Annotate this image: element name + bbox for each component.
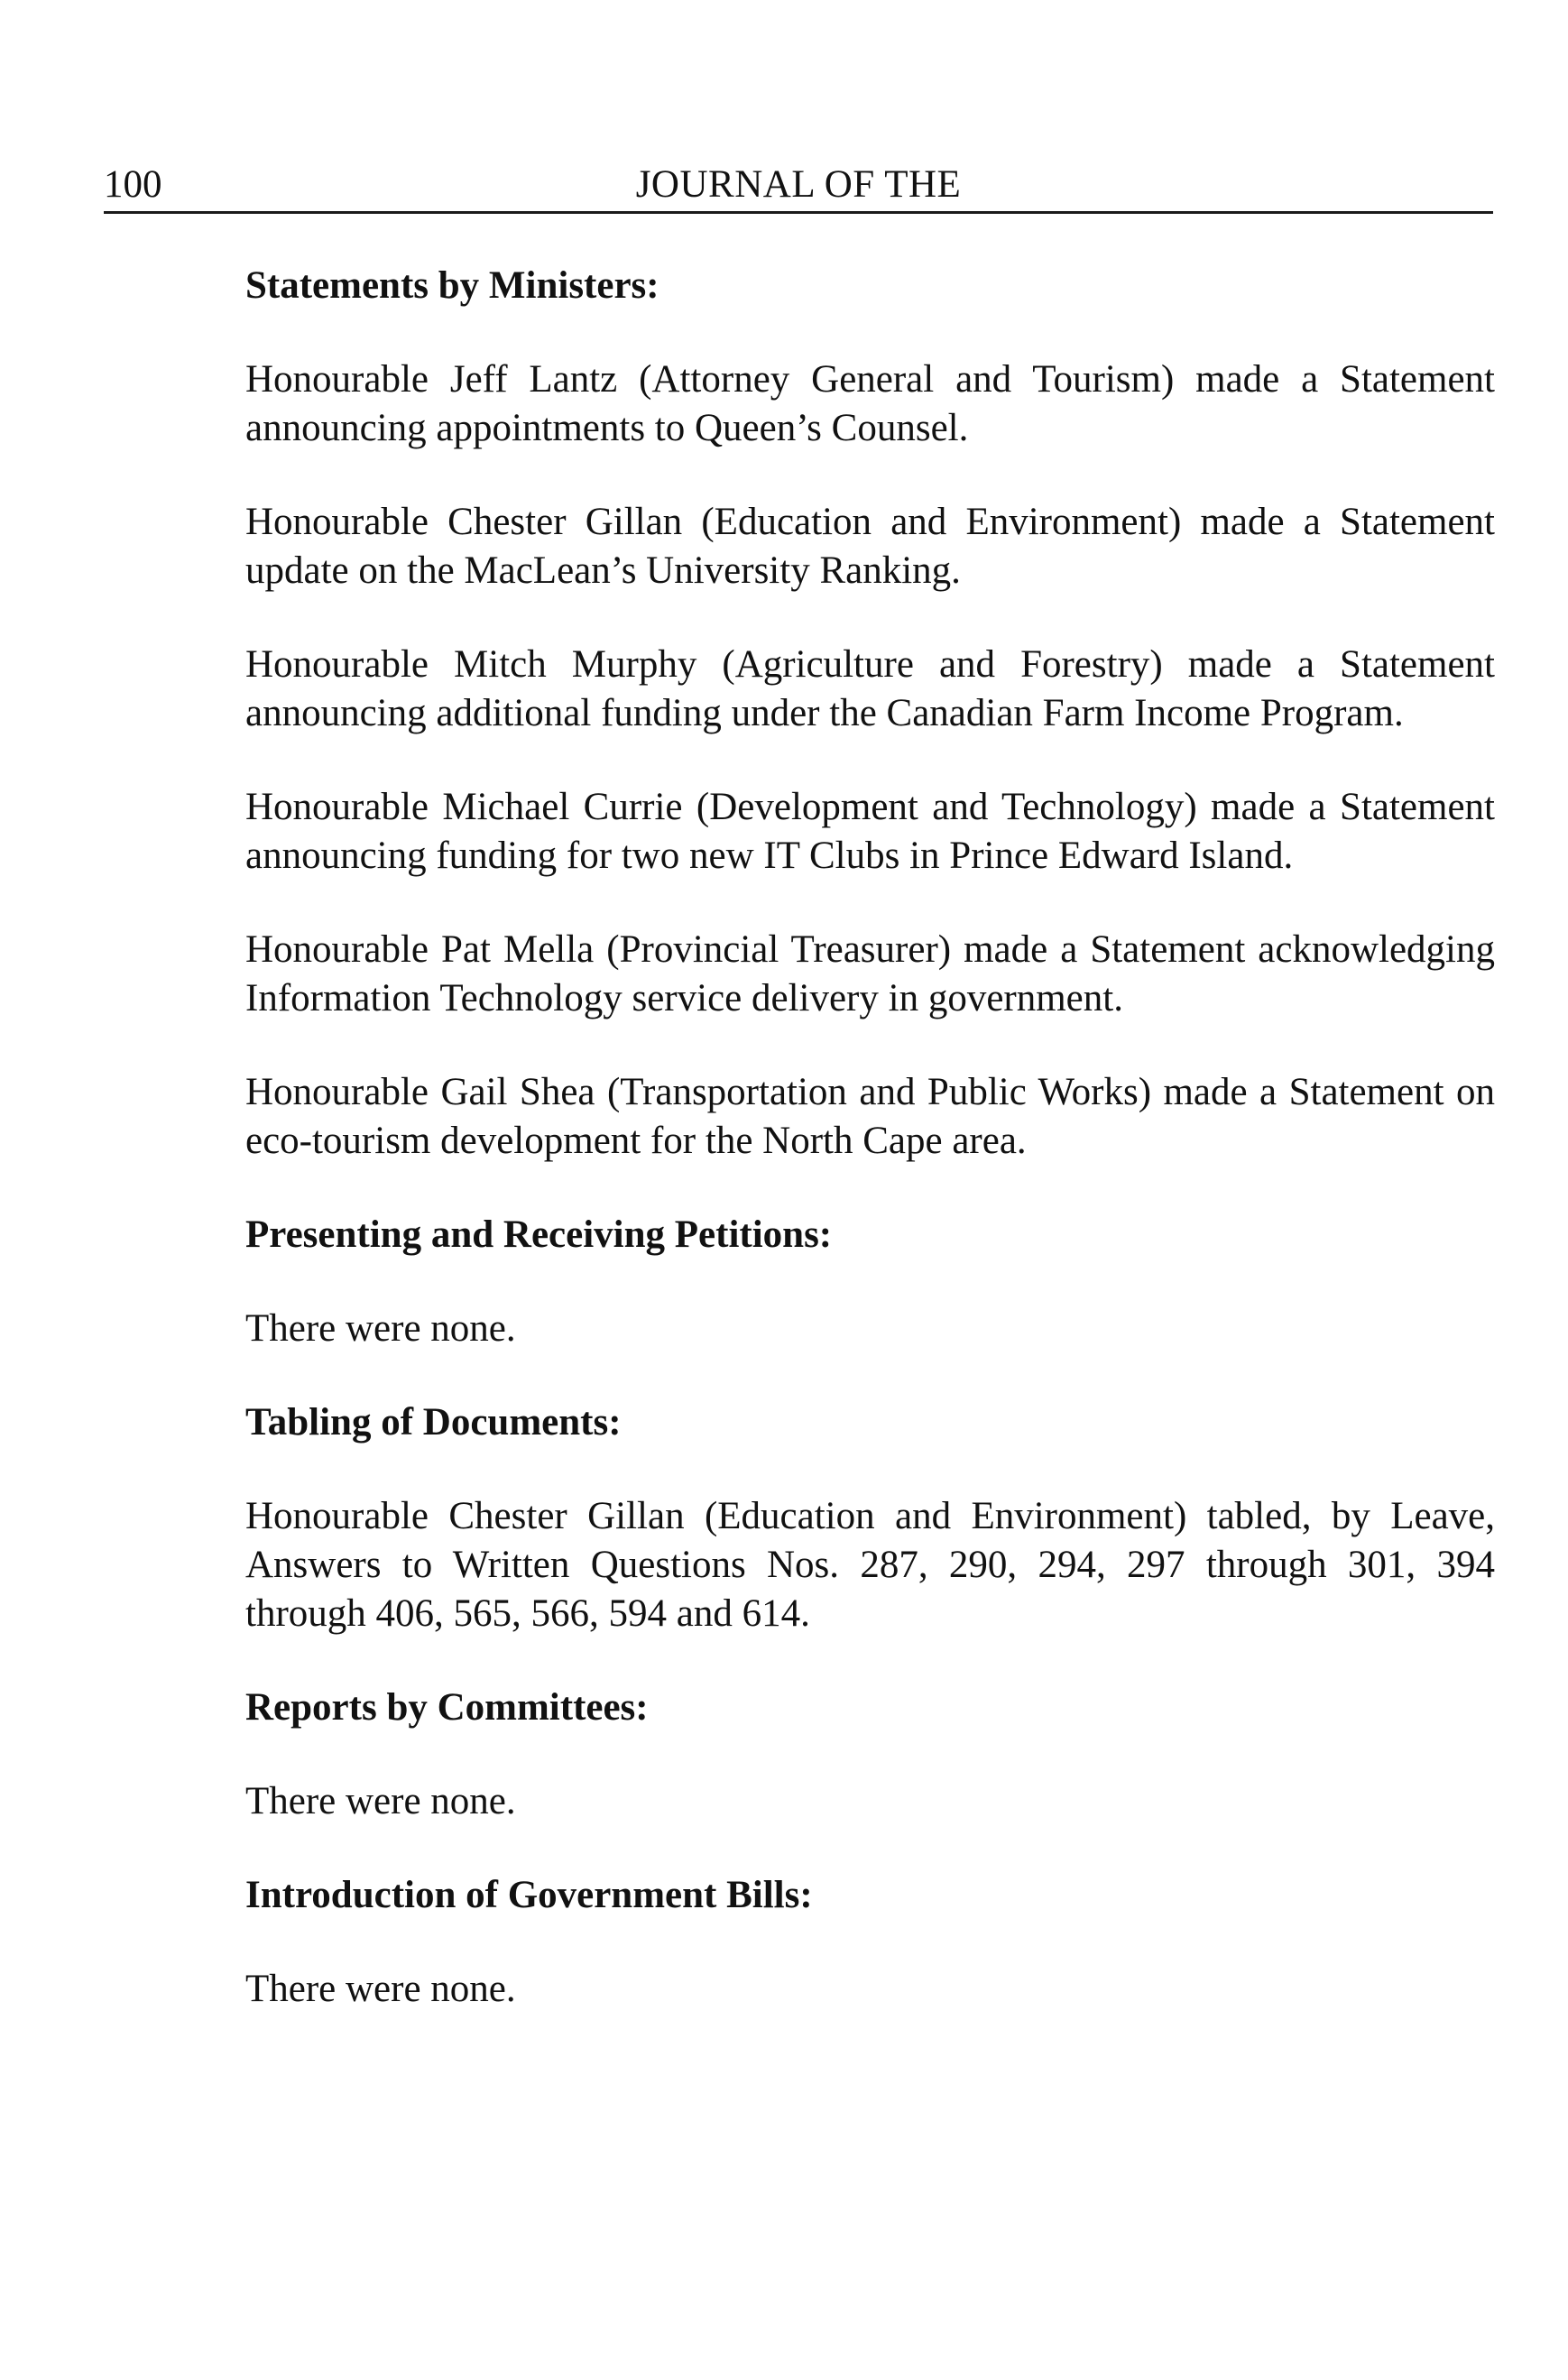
page-number: 100	[104, 163, 162, 206]
statement-murphy: Honourable Mitch Murphy (Agriculture and Forestry) made a Statement announcing additional funding under the Canadian Farm Income Program.	[245, 643, 1495, 734]
petitions-text: There were none.	[245, 1307, 516, 1350]
reports-text: There were none.	[245, 1780, 516, 1822]
statement-lantz: Honourable Jeff Lantz (Attorney General and Tourism) made a Statement announcing appointments to Queen’s Counsel.	[245, 358, 1495, 449]
heading-tabling-of-documents: Tabling of Documents:	[245, 1401, 622, 1444]
journal-content	[245, 262, 1495, 2014]
statement-gillan: Honourable Chester Gillan (Education and Environment) made a Statement update on the MacLean’s University Ranking.	[245, 501, 1495, 592]
heading-reports-by-committees: Reports by Committees:	[245, 1686, 649, 1729]
page-header	[104, 159, 1493, 214]
government-bills-text: There were none.	[245, 1968, 516, 2010]
statement-currie: Honourable Michael Currie (Development and Technology) made a Statement announcing funding for two new IT Clubs in Prince Edward Island.	[245, 786, 1495, 877]
running-title: JOURNAL OF THE	[635, 163, 962, 206]
heading-statements-by-ministers: Statements by Ministers:	[245, 264, 659, 307]
heading-government-bills: Introduction of Government Bills:	[245, 1874, 813, 1916]
heading-petitions: Presenting and Receiving Petitions:	[245, 1213, 833, 1256]
statement-shea: Honourable Gail Shea (Transportation and Public Works) made a Statement on eco-tourism development for the North Cape area.	[245, 1071, 1495, 1162]
tabling-text: Honourable Chester Gillan (Education and Environment) tabled, by Leave, Answers to Written Questions Nos. 287, 290, 294, 297 through 301, 394 through 406, 565, 566, 594 and 614.	[245, 1495, 1495, 1635]
statement-mella: Honourable Pat Mella (Provincial Treasurer) made a Statement acknowledging Information Technology service delivery in government.	[245, 928, 1495, 1019]
